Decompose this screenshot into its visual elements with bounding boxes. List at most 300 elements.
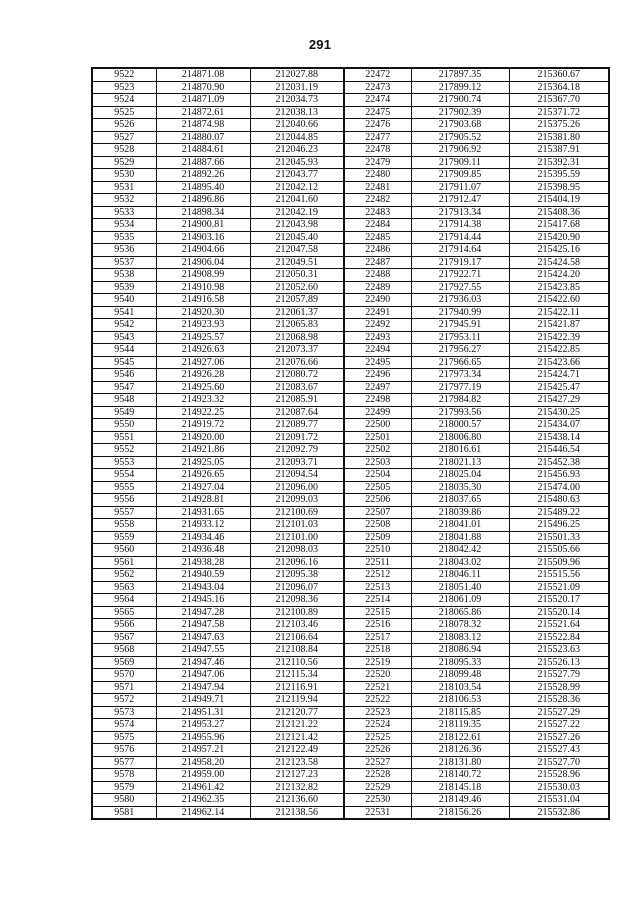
table-row [92,94,609,107]
cell-x-left: 214947.06 [156,669,250,682]
cell-x-right: 217945.91 [411,319,509,332]
cell-y-left: 212091.72 [250,431,344,444]
table-row [92,294,609,307]
cell-y-left: 212095.38 [250,569,344,582]
cell-y-left: 212120.77 [250,706,344,719]
cell-x-left: 214938.28 [156,556,250,569]
cell-x-right: 218106.53 [411,694,509,707]
cell-y-left: 212040.66 [250,119,344,132]
cell-y-right: 215526.13 [509,656,609,669]
cell-y-right: 215422.11 [509,306,609,319]
cell-point-id-left: 9578 [92,769,156,782]
cell-x-right: 218000.57 [411,419,509,432]
cell-x-right: 218037.65 [411,494,509,507]
cell-point-id-right: 22500 [344,419,411,432]
cell-y-right: 215515.56 [509,569,609,582]
cell-y-left: 212089.77 [250,419,344,432]
cell-x-left: 214896.86 [156,194,250,207]
cell-y-left: 212121.22 [250,719,344,732]
table-row [92,394,609,407]
table-row [92,669,609,682]
cell-x-left: 214916.58 [156,294,250,307]
cell-point-id-left: 9543 [92,331,156,344]
cell-point-id-right: 22501 [344,431,411,444]
cell-point-id-left: 9536 [92,244,156,257]
cell-point-id-right: 22499 [344,406,411,419]
cell-x-left: 214951.31 [156,706,250,719]
cell-y-right: 215528.36 [509,694,609,707]
cell-point-id-left: 9568 [92,644,156,657]
cell-x-left: 214959.00 [156,769,250,782]
cell-point-id-right: 22486 [344,244,411,257]
cell-x-right: 218043.02 [411,556,509,569]
cell-point-id-left: 9542 [92,319,156,332]
cell-y-right: 215501.33 [509,531,609,544]
cell-point-id-left: 9565 [92,606,156,619]
cell-x-left: 214903.16 [156,231,250,244]
table-row [92,306,609,319]
cell-point-id-right: 22502 [344,444,411,457]
cell-point-id-right: 22529 [344,781,411,794]
cell-x-left: 214892.26 [156,169,250,182]
cell-y-right: 215523.63 [509,644,609,657]
cell-y-left: 212050.31 [250,269,344,282]
table-row [92,244,609,257]
cell-y-right: 215421.87 [509,319,609,332]
cell-x-right: 217905.52 [411,131,509,144]
table-row [92,606,609,619]
table-row [92,519,609,532]
cell-x-right: 218156.26 [411,806,509,819]
cell-y-right: 215423.66 [509,356,609,369]
cell-point-id-left: 9556 [92,494,156,507]
cell-x-left: 214872.61 [156,106,250,119]
cell-point-id-right: 22492 [344,319,411,332]
cell-point-id-left: 9533 [92,206,156,219]
table-row [92,494,609,507]
cell-y-right: 215528.96 [509,769,609,782]
cell-y-left: 212098.36 [250,594,344,607]
cell-point-id-right: 22485 [344,231,411,244]
cell-x-left: 214928.81 [156,494,250,507]
cell-x-right: 217940.99 [411,306,509,319]
cell-y-right: 215532.86 [509,806,609,819]
cell-x-right: 217922.71 [411,269,509,282]
cell-point-id-right: 22505 [344,481,411,494]
table-row [92,281,609,294]
table-row [92,719,609,732]
cell-point-id-right: 22528 [344,769,411,782]
cell-y-left: 212138.56 [250,806,344,819]
cell-y-left: 212027.88 [250,68,344,81]
cell-y-left: 212127.23 [250,769,344,782]
cell-y-right: 215422.60 [509,294,609,307]
cell-x-right: 217993.56 [411,406,509,419]
cell-y-right: 215430.25 [509,406,609,419]
cell-point-id-left: 9552 [92,444,156,457]
cell-y-left: 212046.23 [250,144,344,157]
cell-point-id-left: 9535 [92,231,156,244]
cell-point-id-left: 9574 [92,719,156,732]
cell-x-right: 218115.85 [411,706,509,719]
cell-y-left: 212041.60 [250,194,344,207]
table-row [92,156,609,169]
cell-x-left: 214925.05 [156,456,250,469]
cell-point-id-right: 22511 [344,556,411,569]
cell-x-right: 217909.85 [411,169,509,182]
cell-y-right: 215496.25 [509,519,609,532]
cell-y-left: 212031.19 [250,81,344,94]
coordinates-table [91,67,610,820]
cell-y-left: 212080.72 [250,369,344,382]
cell-x-right: 218145.18 [411,781,509,794]
cell-y-right: 215527.26 [509,731,609,744]
cell-point-id-right: 22517 [344,631,411,644]
cell-point-id-right: 22506 [344,494,411,507]
cell-x-right: 217984.82 [411,394,509,407]
table-row [92,81,609,94]
cell-y-right: 215424.58 [509,256,609,269]
cell-x-left: 214955.96 [156,731,250,744]
table-row [92,544,609,557]
cell-x-right: 218039.86 [411,506,509,519]
cell-y-left: 212045.93 [250,156,344,169]
cell-y-right: 215480.63 [509,494,609,507]
cell-x-right: 218103.54 [411,681,509,694]
cell-point-id-left: 9557 [92,506,156,519]
cell-point-id-right: 22507 [344,506,411,519]
cell-y-left: 212101.00 [250,531,344,544]
table-row [92,344,609,357]
cell-y-left: 212115.34 [250,669,344,682]
cell-y-right: 215530.03 [509,781,609,794]
cell-point-id-right: 22525 [344,731,411,744]
cell-x-right: 217899.12 [411,81,509,94]
cell-point-id-left: 9524 [92,94,156,107]
cell-point-id-left: 9522 [92,68,156,81]
cell-y-right: 215371.72 [509,106,609,119]
cell-y-right: 215521.09 [509,581,609,594]
cell-x-right: 217953.11 [411,331,509,344]
cell-x-left: 214958.20 [156,756,250,769]
table-row [92,594,609,607]
cell-x-left: 214957.21 [156,744,250,757]
table-row [92,356,609,369]
cell-point-id-right: 22527 [344,756,411,769]
cell-point-id-left: 9554 [92,469,156,482]
table-row [92,194,609,207]
cell-x-right: 217919.17 [411,256,509,269]
cell-point-id-right: 22473 [344,81,411,94]
cell-x-left: 214910.98 [156,281,250,294]
cell-point-id-right: 22504 [344,469,411,482]
cell-x-right: 217906.92 [411,144,509,157]
cell-x-left: 214926.28 [156,369,250,382]
cell-x-right: 217977.19 [411,381,509,394]
cell-point-id-right: 22512 [344,569,411,582]
table-row [92,569,609,582]
cell-y-left: 212116.91 [250,681,344,694]
cell-point-id-right: 22530 [344,794,411,807]
cell-point-id-right: 22497 [344,381,411,394]
cell-y-left: 212096.07 [250,581,344,594]
cell-point-id-left: 9526 [92,119,156,132]
cell-x-left: 214947.58 [156,619,250,632]
cell-point-id-left: 9540 [92,294,156,307]
table-row [92,806,609,819]
cell-point-id-left: 9527 [92,131,156,144]
cell-x-left: 214962.14 [156,806,250,819]
cell-y-right: 215527.22 [509,719,609,732]
cell-x-right: 218131.80 [411,756,509,769]
cell-x-right: 217914.44 [411,231,509,244]
cell-y-right: 215381.80 [509,131,609,144]
cell-point-id-left: 9577 [92,756,156,769]
cell-x-left: 214936.48 [156,544,250,557]
cell-point-id-left: 9545 [92,356,156,369]
table-row [92,269,609,282]
cell-point-id-right: 22494 [344,344,411,357]
cell-x-right: 217911.07 [411,181,509,194]
cell-x-right: 218095.33 [411,656,509,669]
cell-point-id-right: 22495 [344,356,411,369]
cell-point-id-left: 9541 [92,306,156,319]
table-row [92,694,609,707]
cell-x-left: 214933.12 [156,519,250,532]
cell-x-left: 214926.65 [156,469,250,482]
table-row [92,706,609,719]
cell-point-id-left: 9566 [92,619,156,632]
cell-x-right: 218016.61 [411,444,509,457]
table-row [92,556,609,569]
cell-x-right: 217927.55 [411,281,509,294]
cell-x-left: 214962.35 [156,794,250,807]
cell-y-right: 215456.93 [509,469,609,482]
cell-point-id-right: 22477 [344,131,411,144]
cell-x-left: 214880.07 [156,131,250,144]
cell-x-left: 214947.46 [156,656,250,669]
table-row [92,731,609,744]
cell-point-id-left: 9560 [92,544,156,557]
table-row [92,231,609,244]
cell-y-right: 215509.96 [509,556,609,569]
cell-x-right: 218078.32 [411,619,509,632]
cell-y-right: 215425.16 [509,244,609,257]
cell-x-right: 218140.72 [411,769,509,782]
cell-y-left: 212123.58 [250,756,344,769]
cell-x-left: 214923.93 [156,319,250,332]
cell-point-id-left: 9553 [92,456,156,469]
cell-x-right: 218046.11 [411,569,509,582]
cell-point-id-right: 22478 [344,144,411,157]
cell-point-id-left: 9534 [92,219,156,232]
cell-x-left: 214906.04 [156,256,250,269]
table-row [92,144,609,157]
cell-y-left: 212034.73 [250,94,344,107]
cell-point-id-right: 22490 [344,294,411,307]
table-row [92,431,609,444]
cell-y-right: 215422.85 [509,344,609,357]
cell-x-right: 218051.40 [411,581,509,594]
cell-y-left: 212042.12 [250,181,344,194]
table-row [92,769,609,782]
cell-point-id-right: 22513 [344,581,411,594]
table-row [92,419,609,432]
cell-x-left: 214908.99 [156,269,250,282]
cell-x-right: 218086.94 [411,644,509,657]
cell-x-left: 214949.71 [156,694,250,707]
cell-y-left: 212121.42 [250,731,344,744]
cell-x-left: 214871.08 [156,68,250,81]
cell-point-id-right: 22526 [344,744,411,757]
cell-y-right: 215417.68 [509,219,609,232]
cell-y-left: 212101.03 [250,519,344,532]
cell-y-left: 212119.94 [250,694,344,707]
cell-x-right: 217956.27 [411,344,509,357]
cell-x-left: 214953.27 [156,719,250,732]
table-row [92,206,609,219]
cell-y-right: 215474.00 [509,481,609,494]
cell-x-right: 217912.47 [411,194,509,207]
cell-x-left: 214895.40 [156,181,250,194]
table-row [92,656,609,669]
table-row [92,444,609,457]
cell-y-left: 212100.89 [250,606,344,619]
cell-y-right: 215527.70 [509,756,609,769]
cell-point-id-left: 9573 [92,706,156,719]
cell-x-left: 214943.04 [156,581,250,594]
table-row [92,756,609,769]
cell-y-right: 215531.04 [509,794,609,807]
cell-y-left: 212047.58 [250,244,344,257]
cell-x-right: 218083.12 [411,631,509,644]
cell-y-left: 212096.16 [250,556,344,569]
table-row [92,481,609,494]
cell-y-left: 212043.98 [250,219,344,232]
cell-point-id-right: 22518 [344,644,411,657]
cell-point-id-right: 22531 [344,806,411,819]
cell-point-id-left: 9570 [92,669,156,682]
cell-y-right: 215420.90 [509,231,609,244]
cell-x-left: 214925.60 [156,381,250,394]
cell-y-right: 215522.84 [509,631,609,644]
cell-y-right: 215520.17 [509,594,609,607]
cell-x-right: 218099.48 [411,669,509,682]
cell-point-id-right: 22503 [344,456,411,469]
table-row [92,369,609,382]
cell-point-id-left: 9538 [92,269,156,282]
cell-point-id-left: 9575 [92,731,156,744]
cell-x-right: 217900.74 [411,94,509,107]
cell-x-left: 214945.16 [156,594,250,607]
cell-x-left: 214887.66 [156,156,250,169]
table-row [92,794,609,807]
cell-point-id-right: 22475 [344,106,411,119]
cell-x-right: 217966.65 [411,356,509,369]
cell-y-right: 215392.31 [509,156,609,169]
cell-point-id-right: 22482 [344,194,411,207]
cell-point-id-left: 9548 [92,394,156,407]
cell-point-id-left: 9555 [92,481,156,494]
cell-x-right: 218065.86 [411,606,509,619]
cell-y-right: 215434.07 [509,419,609,432]
cell-x-left: 214925.57 [156,331,250,344]
table-row [92,469,609,482]
table-row [92,456,609,469]
cell-point-id-right: 22493 [344,331,411,344]
cell-x-right: 218149.46 [411,794,509,807]
cell-point-id-right: 22509 [344,531,411,544]
cell-y-right: 215360.67 [509,68,609,81]
cell-y-left: 212045.40 [250,231,344,244]
cell-point-id-right: 22524 [344,719,411,732]
cell-point-id-right: 22498 [344,394,411,407]
cell-point-id-right: 22476 [344,119,411,132]
cell-x-left: 214898.34 [156,206,250,219]
table-row [92,581,609,594]
table-row [92,744,609,757]
cell-point-id-left: 9580 [92,794,156,807]
cell-x-left: 214884.61 [156,144,250,157]
cell-y-right: 215398.95 [509,181,609,194]
cell-point-id-left: 9539 [92,281,156,294]
cell-y-right: 215521.64 [509,619,609,632]
cell-x-left: 214920.00 [156,431,250,444]
table-row [92,169,609,182]
cell-x-right: 217913.34 [411,206,509,219]
cell-y-left: 212044.85 [250,131,344,144]
table-row [92,406,609,419]
cell-x-right: 217914.38 [411,219,509,232]
cell-point-id-right: 22521 [344,681,411,694]
table-row [92,644,609,657]
table-row [92,781,609,794]
cell-y-left: 212085.91 [250,394,344,407]
cell-x-left: 214923.32 [156,394,250,407]
cell-point-id-right: 22474 [344,94,411,107]
cell-x-right: 218006.80 [411,431,509,444]
cell-y-right: 215387.91 [509,144,609,157]
cell-point-id-right: 22487 [344,256,411,269]
coordinates-table-body [92,68,609,819]
cell-point-id-left: 9546 [92,369,156,382]
cell-x-left: 214940.59 [156,569,250,582]
cell-x-right: 218061.09 [411,594,509,607]
cell-y-right: 215505.66 [509,544,609,557]
cell-y-right: 215408.36 [509,206,609,219]
cell-point-id-left: 9561 [92,556,156,569]
cell-y-right: 215367.70 [509,94,609,107]
cell-y-left: 212042.19 [250,206,344,219]
table-row [92,531,609,544]
cell-y-right: 215489.22 [509,506,609,519]
cell-point-id-left: 9537 [92,256,156,269]
cell-y-right: 215423.85 [509,281,609,294]
cell-point-id-right: 22496 [344,369,411,382]
cell-point-id-left: 9525 [92,106,156,119]
cell-x-right: 218042.42 [411,544,509,557]
cell-point-id-left: 9558 [92,519,156,532]
cell-point-id-right: 22491 [344,306,411,319]
cell-y-right: 215425.47 [509,381,609,394]
cell-x-right: 218035.30 [411,481,509,494]
cell-x-left: 214870.90 [156,81,250,94]
cell-x-left: 214920.30 [156,306,250,319]
cell-x-right: 217909.11 [411,156,509,169]
cell-y-left: 212093.71 [250,456,344,469]
cell-point-id-left: 9579 [92,781,156,794]
cell-y-right: 215404.19 [509,194,609,207]
